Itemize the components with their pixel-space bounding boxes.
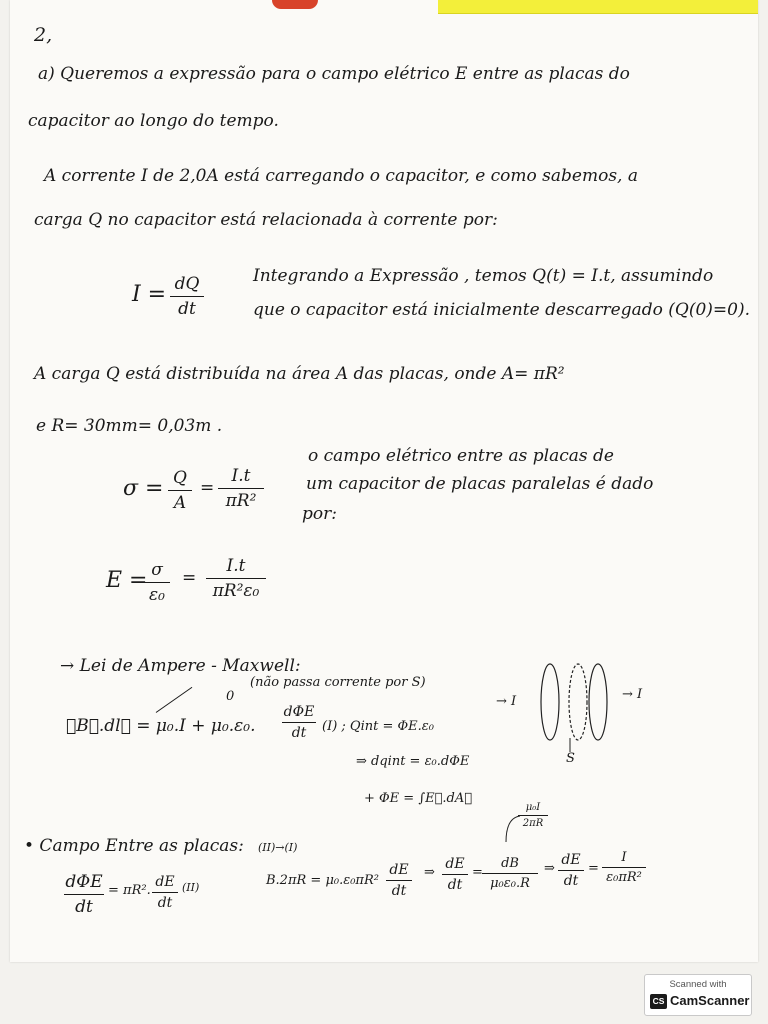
sigma-numerator: σ — [151, 560, 163, 580]
de-dt-fraction-3 — [442, 856, 468, 893]
de-dt-fraction-2 — [386, 862, 412, 899]
db-over-mu-eps-r-fraction — [482, 856, 538, 891]
sigma-equation-lhs: σ = — [123, 476, 164, 501]
camscanner-watermark — [644, 974, 752, 1016]
text-line-10: um capacitor de placas paralelas é dado — [306, 474, 654, 494]
capacitor-diagram — [490, 660, 660, 770]
equals-sign-2: = — [182, 568, 197, 588]
red-mark — [272, 0, 318, 9]
de-numerator-3: dE — [445, 856, 465, 872]
it-numerator: I.t — [231, 466, 251, 486]
eps-pir2-denominator: ε₀πR² — [606, 870, 642, 885]
text-line-14: • Campo Entre as placas: — [24, 836, 244, 856]
text-line-4: carga Q no capacitor está relacionada à corrente por: — [34, 210, 498, 230]
current-in-label: → I — [496, 694, 517, 709]
pir2-denominator: πR² — [225, 491, 257, 511]
i-numerator: I — [621, 850, 627, 865]
current-out-label: → I — [622, 687, 643, 702]
it-numerator-2: I.t — [226, 556, 246, 576]
q-over-a-fraction — [168, 468, 192, 513]
equals-sign-3: = — [472, 865, 483, 880]
db-numerator: dB — [501, 856, 519, 871]
text-line-5: Integrando a Expressão , temos Q(t) = I.t, assumindo — [253, 266, 714, 286]
text-line-11: por: — [302, 504, 337, 524]
de-numerator: dE — [155, 874, 175, 890]
dt-denominator-2: dt — [291, 725, 307, 741]
it-over-pir2-fraction — [218, 466, 264, 511]
text-line-6: que o capacitor está inicialmente descarregado (Q(0)=0). — [253, 300, 751, 320]
de-dt-fraction-4 — [558, 852, 584, 889]
pir2-equals: = πR². — [108, 883, 151, 898]
substitution-arrow — [502, 810, 524, 844]
dq-dt-fraction — [170, 274, 204, 319]
text-line-8: e R= 30mm= 0,03m . — [36, 416, 223, 436]
dt-denominator-6: dt — [447, 877, 463, 893]
right-plate — [589, 664, 607, 740]
twopir-denominator: 2πR — [522, 818, 544, 829]
text-line-3: A corrente I de 2,0A está carregando o capacitor, e como sabemos, a — [44, 166, 638, 186]
text-line-9: o campo elétrico entre as placas de — [308, 446, 614, 466]
a-denominator: A — [173, 493, 187, 513]
dt-denominator: dt — [178, 299, 196, 319]
scanned-page — [10, 0, 758, 962]
equation-ii-reference: (II) — [182, 881, 200, 894]
equals-sign-1: = — [200, 478, 215, 498]
camscanner-logo-icon: CS — [650, 994, 667, 1009]
q-numerator: Q — [173, 468, 187, 488]
gaussian-surface — [569, 664, 587, 740]
text-line-12: → Lei de Ampere - Maxwell: — [60, 656, 301, 676]
eps0-denominator: ε₀ — [149, 585, 165, 605]
current-equation-lhs: I = — [132, 282, 167, 307]
watermark-brand: CamScanner — [670, 993, 750, 1008]
it-over-pir2eps-fraction — [206, 556, 266, 601]
text-line-13: (não passa corrente por S) — [250, 675, 426, 690]
substitution-note: (II)→(I) — [258, 841, 298, 854]
dqint-relation: ⇒ dqint = ε₀.dΦE — [356, 754, 470, 769]
text-line-7: A carga Q está distribuída na área A das placas, onde A= πR² — [34, 364, 565, 384]
i-over-eps-pir2-fraction — [602, 850, 646, 885]
problem-number: 2, — [34, 24, 53, 46]
de-numerator-2: dE — [389, 862, 409, 878]
dt-denominator-3: dt — [75, 897, 93, 917]
dphie-dt-fraction — [282, 704, 316, 741]
de-numerator-4: dE — [561, 852, 581, 868]
text-line-2: capacitor ao longo do tempo. — [28, 111, 279, 131]
ampere-reference: (I) ; Qint = ΦE.ε₀ — [322, 719, 434, 734]
de-dt-fraction — [152, 874, 178, 911]
mu-i-numerator: μ₀I — [525, 802, 541, 813]
dphie-dt-fraction-2 — [64, 872, 104, 917]
mu-eps-r-denominator: μ₀ε₀.R — [490, 876, 530, 891]
sigma-over-eps-fraction — [144, 560, 170, 605]
equals-sign-4: = — [588, 861, 599, 876]
text-line-1: a) Queremos a expressão para o campo elétrico E entre as placas do — [38, 64, 630, 84]
left-plate — [541, 664, 559, 740]
implies-arrow-1: ⇒ — [424, 865, 435, 880]
dphie-numerator-2: dΦE — [65, 872, 103, 892]
field-equation-lhs: E = — [106, 568, 148, 593]
flux-definition: + ΦE = ∫E⃗.dA⃗ — [364, 791, 473, 806]
strike-through-line — [156, 687, 193, 713]
dt-denominator-5: dt — [391, 883, 407, 899]
surface-s-label: S — [566, 751, 575, 766]
dq-numerator: dQ — [174, 274, 200, 294]
implies-arrow-2: ⇒ — [544, 861, 555, 876]
dt-denominator-7: dt — [563, 873, 579, 889]
sticky-note — [438, 0, 758, 14]
ampere-maxwell-equation: ∮B⃗.dl⃗ = μ₀.I + μ₀.ε₀. — [66, 716, 256, 736]
b-2pir-equation: B.2πR = μ₀.ε₀πR² — [266, 873, 379, 888]
watermark-caption: Scanned with — [669, 979, 727, 990]
zero-annotation: 0 — [226, 689, 235, 704]
dphie-numerator: dΦE — [283, 704, 315, 720]
pir2eps-denominator: πR²ε₀ — [212, 581, 260, 601]
dt-denominator-4: dt — [157, 895, 173, 911]
